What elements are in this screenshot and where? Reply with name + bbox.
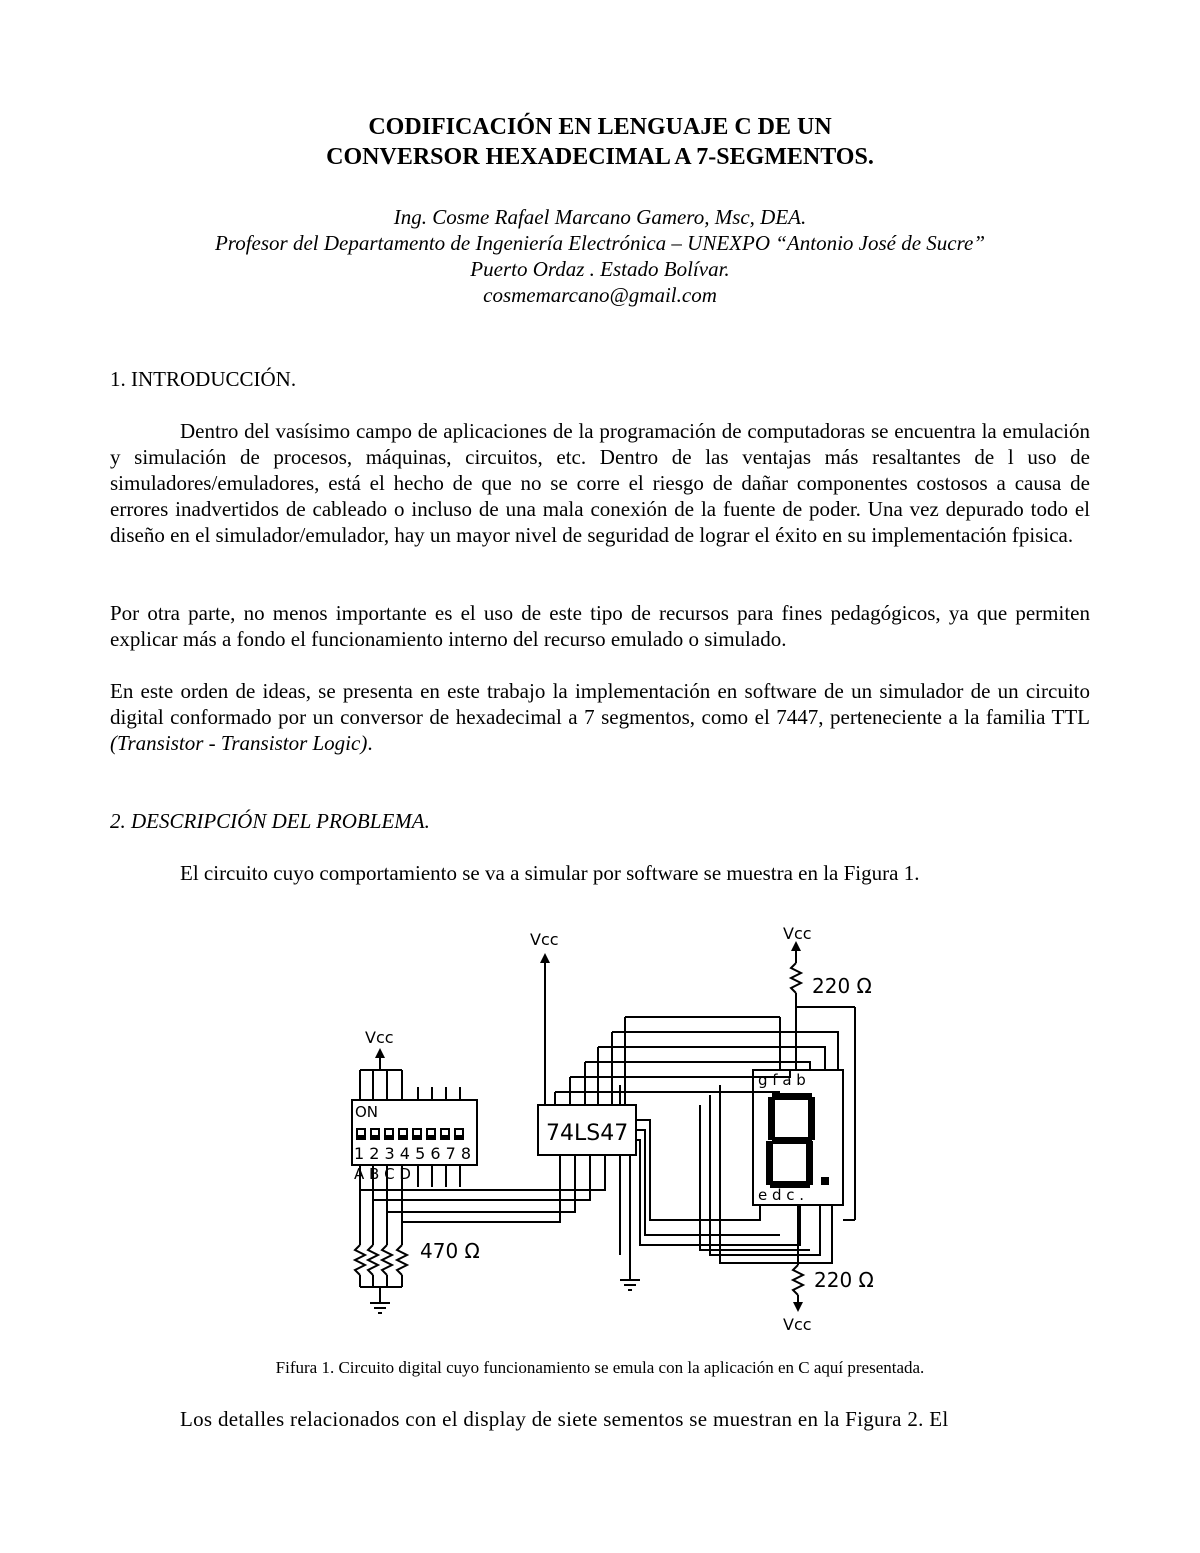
section1-paragraph3-end: . [367, 731, 373, 755]
section1-paragraph3 [110, 678, 1090, 756]
vcc-label-display-top: Vcc [783, 925, 812, 943]
section2-paragraph2 [110, 1406, 1090, 1432]
figure-1-circuit [340, 925, 900, 1340]
section2-paragraph2-text: Los detalles relacionados con el display de siete sementos se muestran en la Figura 2. El [180, 1407, 949, 1431]
vcc-label-ic: Vcc [530, 930, 559, 949]
dip-on-label: ON [355, 1103, 379, 1121]
dip-numbers-label: 1 2 3 4 5 6 7 8 [354, 1144, 472, 1163]
ic-74ls47-label: 74LS47 [546, 1121, 629, 1146]
section1-paragraph2: Por otra parte, no menos importante es el uso de este tipo de recursos para fines pedagógicos, ya que permiten explicar más a fondo el funcionamiento interno del recurso emulado o simulado. [110, 601, 1090, 651]
document-title-line1: CODIFICACIÓN EN LENGUAJE C DE UN [368, 114, 832, 140]
circuit-diagram [340, 925, 900, 1340]
display-bottom-pins-label: e d c . [758, 1186, 805, 1204]
section1-paragraph1 [110, 418, 1090, 548]
section2-paragraph1 [110, 860, 1090, 886]
section2-paragraph1-text: El circuito cuyo comportamiento se va a simular por software se muestra en la Figura 1. [180, 861, 920, 885]
figure-1-caption: Fifura 1. Circuito digital cuyo funcionamiento se emula con la aplicación en C aquí presentada. [275, 1358, 925, 1377]
resistor-470-label: 470 Ω [420, 1239, 480, 1263]
seven-segment-digit [766, 1093, 829, 1188]
document-title-line2: CONVERSOR HEXADECIMAL A 7-SEGMENTOS. [326, 144, 874, 170]
author-affiliation: Profesor del Departamento de Ingeniería Electrónica – UNEXPO “Antonio José de Sucre” [214, 231, 986, 255]
dip-letters-label: A B C D [354, 1165, 411, 1183]
author-email: cosmemarcano@gmail.com [483, 283, 717, 307]
vcc-label-display-bottom: Vcc [783, 1315, 812, 1334]
resistor-220-bottom-label: 220 Ω [814, 1268, 874, 1292]
vcc-label-switch: Vcc [365, 1028, 394, 1047]
author-name: Ing. Cosme Rafael Marcano Gamero, Msc, DEA. [393, 205, 807, 229]
section1-paragraph3-text: En este orden de ideas, se presenta en este trabajo la implementación en software de un simulador de un circuito digital conformado por un conversor de hexadecimal a 7 segmentos, como el 7447, perteneciente a la familia TTL [110, 679, 1090, 729]
author-location: Puerto Ordaz . Estado Bolívar. [470, 257, 730, 281]
section1-paragraph1-text: Dentro del vasísimo campo de aplicaciones de la programación de computadoras se encuentra la emulación y simulación de procesos, máquinas, circuitos, etc. Dentro de las ventajas más resaltantes de l uso de simuladores/emuladores, está el hecho de que no se corre el riesgo de dañar componentes costosos a causa de errores inadvertidos de cableado o incluso de una mala conexión de la fuente de poder. Una vez depurado todo el diseño en el simulador/emulador, hay un mayor nivel de seguridad de lograr el éxito en su implementación fpisica. [110, 419, 1090, 547]
display-top-pins-label: g f a b [758, 1071, 806, 1089]
resistor-220-top-label: 220 Ω [812, 974, 872, 998]
section2-heading: 2. DESCRIPCIÓN DEL PROBLEMA. [110, 809, 430, 833]
section1-paragraph3-italic: (Transistor - Transistor Logic) [110, 731, 368, 755]
section1-heading: 1. INTRODUCCIÓN. [110, 367, 297, 391]
